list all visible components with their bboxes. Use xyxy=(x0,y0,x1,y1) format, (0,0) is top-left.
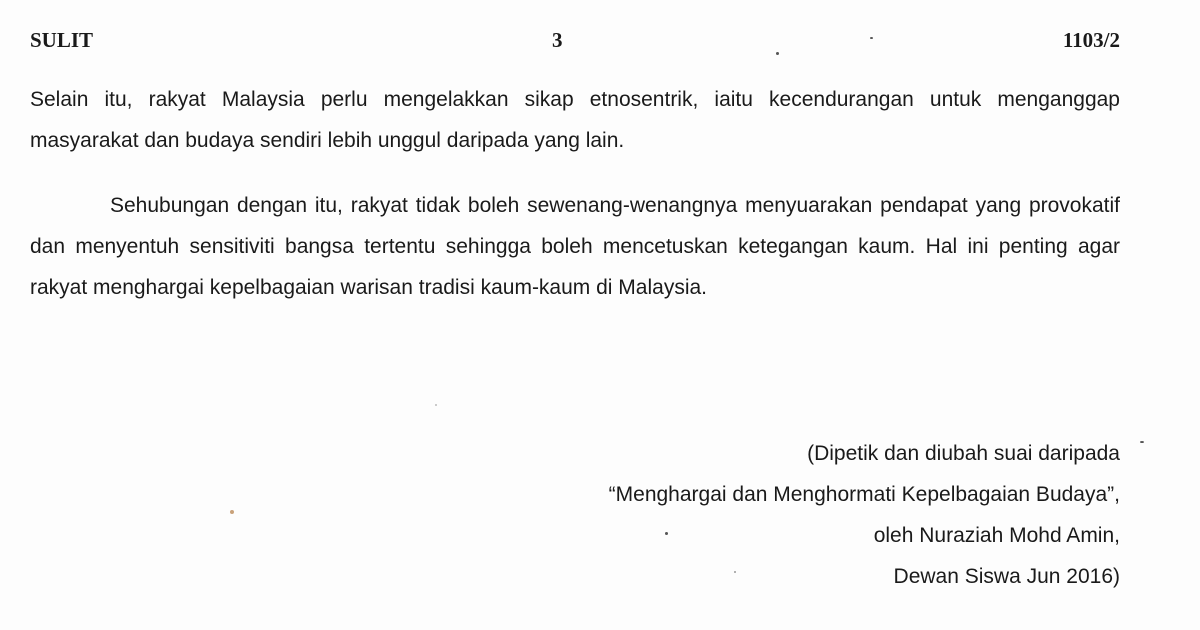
citation-line-2: “Menghargai dan Menghormati Kepelbagaian Budaya”, xyxy=(608,483,1120,506)
paragraph-2: Sehubungan dengan itu, rakyat tidak boleh sewenang-wenangnya menyuarakan pendapat yang provokatif dan menyentuh sensitiviti bangsa tertentu sehingga boleh mencetuskan ketegangan kaum. Hal ini penting agar rakyat menghargai kepelbagaian warisan tradisi kaum-kaum di Malaysia. xyxy=(30,194,1120,299)
citation-line-4: Dewan Siswa Jun 2016) xyxy=(893,565,1120,588)
scan-speck xyxy=(665,532,668,535)
page-number: 3 xyxy=(552,28,563,52)
header-classification: SULIT xyxy=(30,28,94,52)
paragraph-1: Selain itu, rakyat Malaysia perlu mengelakkan sikap etnosentrik, iaitu kecendurangan untuk menganggap masyarakat dan budaya sendiri lebih unggul daripada yang lain. xyxy=(30,88,1120,152)
source-citation xyxy=(609,433,1120,597)
scan-speck xyxy=(1140,441,1144,443)
scan-speck xyxy=(870,37,873,39)
citation-line-3: oleh Nuraziah Mohd Amin, xyxy=(873,524,1120,547)
citation-line-1: (Dipetik dan diubah suai daripada xyxy=(807,442,1120,465)
scan-speck xyxy=(435,404,437,406)
scan-speck xyxy=(230,510,234,514)
scan-speck xyxy=(734,571,736,573)
page-header xyxy=(30,28,1120,54)
paper-code: 1103/2 xyxy=(1062,28,1120,52)
scan-speck xyxy=(776,52,779,55)
